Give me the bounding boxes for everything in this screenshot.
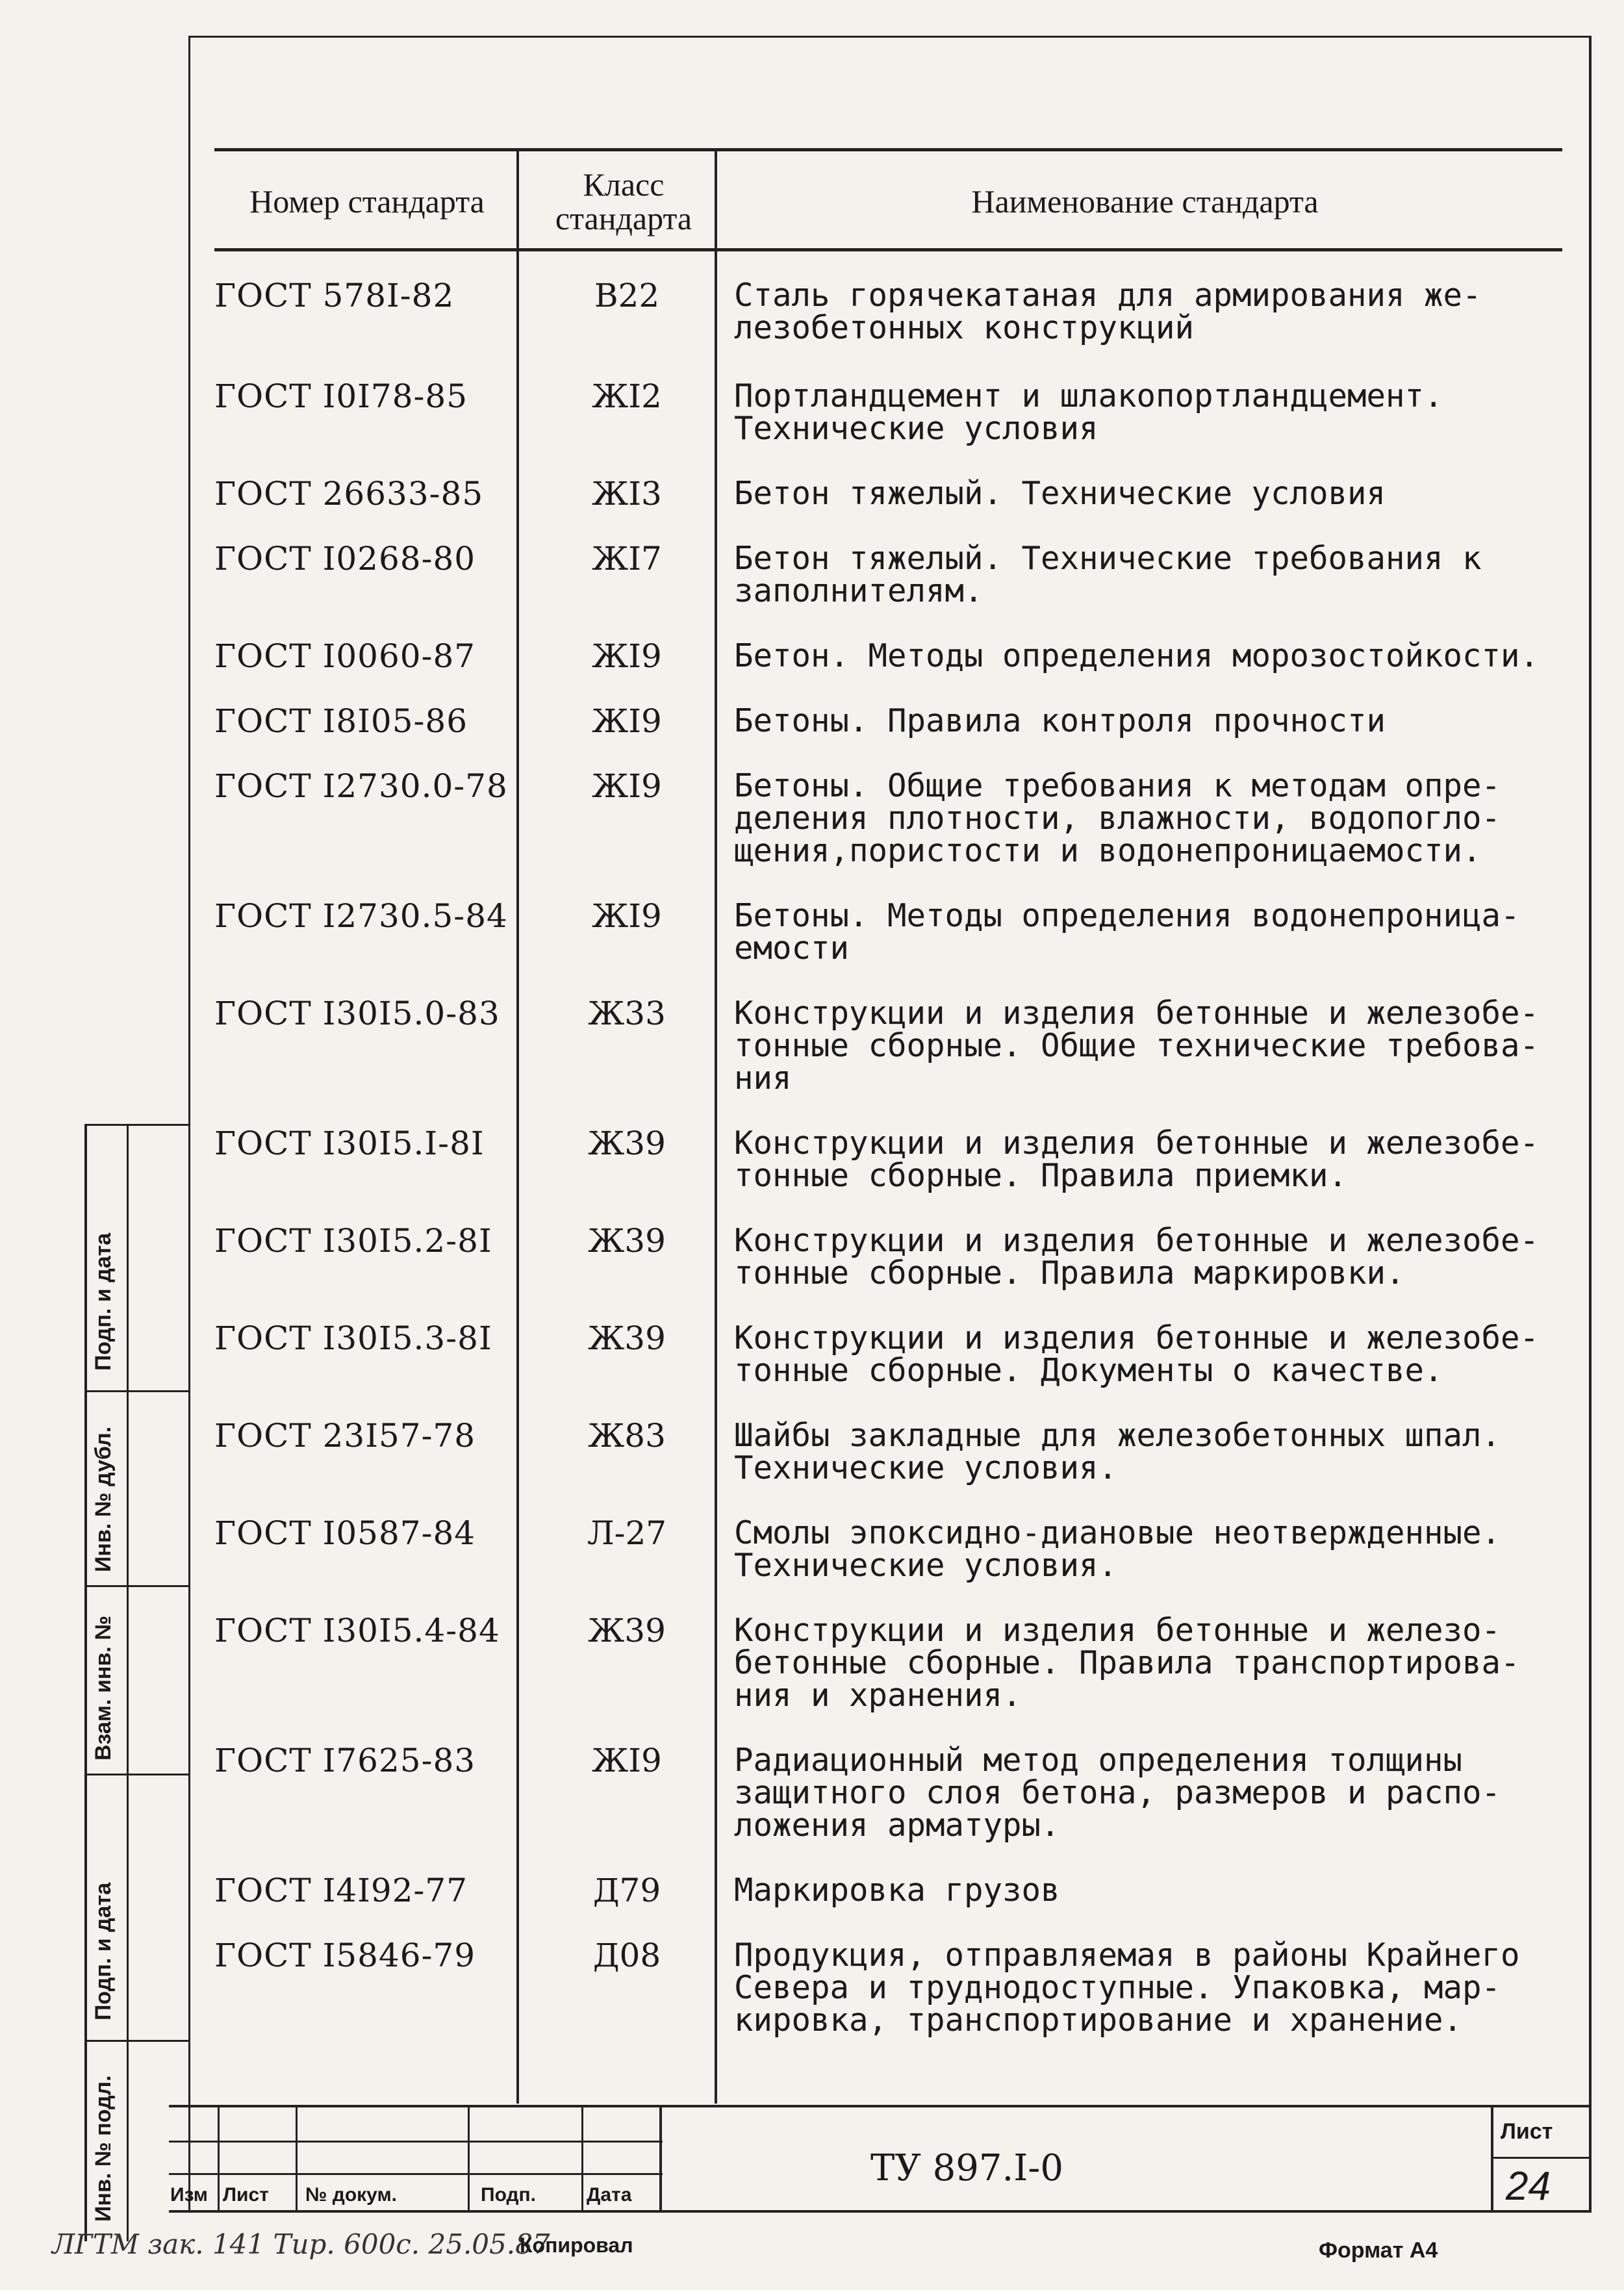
header-class-line1: Класс: [583, 166, 665, 203]
standard-class: ЖI2: [592, 377, 662, 415]
standard-name: Конструкции и изделия бетонные и железобе- тонные сборные. Общие технические требова- ния: [734, 995, 1540, 1097]
standard-name: Смолы эпоксидно-диановые неотвержденные. Технические условия.: [734, 1514, 1501, 1584]
standard-class: Д08: [592, 1937, 661, 1974]
side-label-signature-date-2: Подп. и дата: [91, 1882, 116, 2020]
standard-class: ЖI9: [592, 637, 662, 675]
standard-class: ЖI3: [592, 475, 662, 513]
standard-name: Бетоны. Методы определения водонепроница- емости: [734, 897, 1520, 967]
standard-number: ГОСТ I7625-83: [214, 1742, 476, 1779]
standard-class: Ж39: [588, 1222, 666, 1260]
standard-class: Ж39: [588, 1125, 666, 1162]
standard-class: Л-27: [587, 1514, 667, 1552]
standard-number: ГОСТ I30I5.I-8I: [214, 1125, 485, 1162]
standard-number: ГОСТ I2730.0-78: [214, 767, 508, 805]
print-order-note: ЛГТМ зак. 141 Тир. 600с. 25.05.87: [52, 2228, 550, 2260]
standard-class: Ж33: [588, 995, 666, 1032]
standard-name: Радиационный метод определения толщины защитного слоя бетона, размеров и распо- ложения арматуры.: [734, 1742, 1501, 1844]
standard-number: ГОСТ I30I5.2-8I: [214, 1222, 492, 1260]
standard-name: Конструкции и изделия бетонные и железобе- тонные сборные. Правила приемки.: [734, 1125, 1540, 1194]
stamp-col-sheet: Лист: [223, 2184, 269, 2206]
standard-name: Бетоны. Общие требования к методам опре- деления плотности, влажности, водопогло- щения,пористости и водонепроницаемости.: [734, 767, 1501, 869]
column-divider-1: [516, 148, 519, 2104]
side-label-duplicate-inv: Инв. № дубл.: [91, 1426, 116, 1572]
header-top-rule: [214, 148, 1562, 151]
side-label-original-inv: Инв. № подл.: [91, 2075, 116, 2222]
stamp-col-doc-number: № докум.: [305, 2184, 397, 2206]
header-standard-number: Номер стандарта: [249, 183, 485, 220]
column-divider-2: [715, 148, 717, 2104]
standard-name: Сталь горячекатаная для армирования же- лезобетонных конструкций: [734, 277, 1482, 346]
standard-name: Бетон. Методы определения морозостойкости.: [734, 637, 1540, 674]
standard-class: ЖI7: [592, 540, 662, 578]
standard-number: ГОСТ 26633-85: [214, 475, 484, 513]
side-label-replaced-inv: Взам. инв. №: [91, 1615, 116, 1761]
header-bottom-rule: [214, 248, 1562, 251]
standard-name: Продукция, отправляемая в районы Крайнего Севера и труднодоступные. Упаковка, мар- кировка, транспортирование и хранение.: [734, 1937, 1520, 2039]
side-label-signature-date-1: Подп. и дата: [91, 1232, 116, 1371]
standard-number: ГОСТ I2730.5-84: [214, 897, 508, 935]
standard-class: ЖI9: [592, 702, 662, 740]
standard-class: Ж39: [588, 1319, 666, 1357]
copied-by-label: Копировал: [520, 2233, 633, 2257]
standard-class: Д79: [592, 1872, 661, 1909]
standard-name: Конструкции и изделия бетонные и железо- бетонные сборные. Правила транспортирова- ния и хранения.: [734, 1612, 1520, 1714]
paper-format-label: Формат А4: [1319, 2238, 1438, 2263]
standard-name: Конструкции и изделия бетонные и железобе- тонные сборные. Документы о качестве.: [734, 1319, 1540, 1389]
standard-number: ГОСТ I30I5.4-84: [214, 1612, 500, 1649]
standard-name: Конструкции и изделия бетонные и железобе- тонные сборные. Правила маркировки.: [734, 1222, 1540, 1291]
standard-name: Маркировка грузов: [734, 1872, 1060, 1909]
standard-class: В22: [594, 277, 660, 314]
header-standard-name: Наименование стандарта: [971, 183, 1319, 220]
standard-name: Шайбы закладные для железобетонных шпал. Технические условия.: [734, 1417, 1501, 1486]
standard-class: ЖI9: [592, 767, 662, 805]
standard-class: Ж83: [588, 1417, 666, 1455]
standard-class: ЖI9: [592, 897, 662, 935]
standard-number: ГОСТ I0587-84: [214, 1514, 476, 1552]
standard-name: Портландцемент и шлакопортландцемент. Технические условия: [734, 377, 1443, 447]
standard-number: ГОСТ I5846-79: [214, 1937, 476, 1974]
sheet-number: 24: [1506, 2164, 1551, 2209]
stamp-col-signature: Подп.: [481, 2184, 536, 2206]
standard-class: Ж39: [588, 1612, 666, 1649]
standard-number: ГОСТ I4I92-77: [214, 1872, 468, 1909]
standard-number: ГОСТ I0060-87: [214, 637, 476, 675]
standard-name: Бетоны. Правила контроля прочности: [734, 702, 1386, 739]
standard-class: ЖI9: [592, 1742, 662, 1779]
standard-number: ГОСТ I8I05-86: [214, 702, 468, 740]
standard-number: ГОСТ I0I78-85: [214, 377, 468, 415]
header-class-line2: стандарта: [555, 200, 692, 236]
standard-number: ГОСТ I30I5.3-8I: [214, 1319, 492, 1357]
standard-name: Бетон тяжелый. Технические условия: [734, 475, 1386, 512]
header-standard-class: [526, 156, 721, 247]
standard-number: ГОСТ I0268-80: [214, 540, 476, 578]
standard-number: ГОСТ 23I57-78: [214, 1417, 476, 1455]
standard-number: ГОСТ I30I5.0-83: [214, 995, 500, 1032]
document-code: ТУ 897.I-0: [870, 2147, 1063, 2189]
standard-number: ГОСТ 578I-82: [214, 277, 455, 314]
standard-name: Бетон тяжелый. Технические требования к заполнителям.: [734, 540, 1482, 609]
sheet-label: Лист: [1501, 2119, 1553, 2144]
stamp-col-change: Изм: [170, 2184, 208, 2206]
stamp-col-date: Дата: [587, 2184, 632, 2206]
